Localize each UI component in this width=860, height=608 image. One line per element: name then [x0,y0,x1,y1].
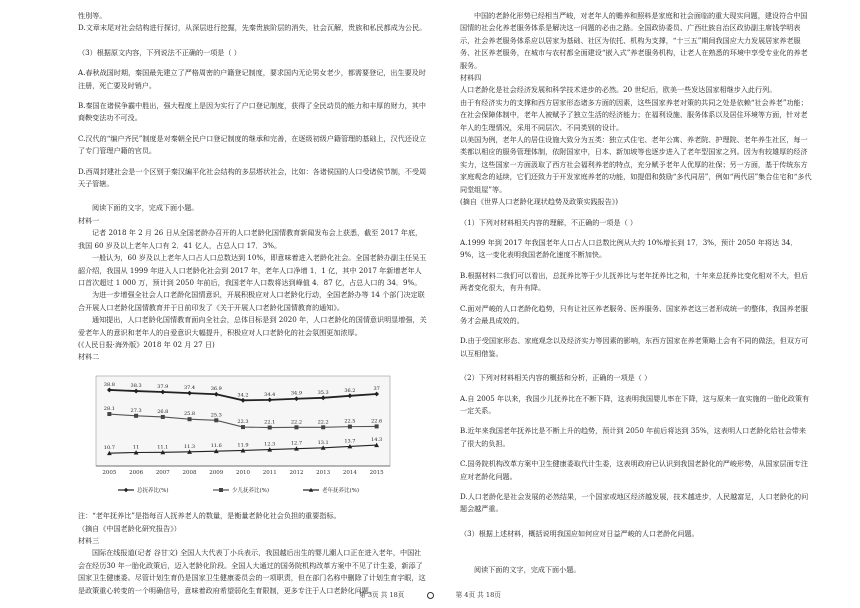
x-tick-label: 2012 [289,469,304,476]
option-a: A.自 2005 年以来，我国少儿抚养比在不断下降，这表明我国婴儿率在下降，这与原来一直实施的一胎化政策有一定关系。 [460,393,810,415]
left-column [78,10,428,597]
legend-label: 老年抚养比(%) [322,487,360,494]
dependency-ratio-chart [78,370,398,502]
legend-label: 总抚养比(%) [137,487,169,494]
material-1-paragraph: 记者 2018 年 2 月 26 日从全国老龄办召开的人口老龄化国情教育新闻发布会上获悉，截至 2017 年底，我国 60 岁及以上老年人口有 2．41 亿人，占总人口 17．3%。 [78,228,423,250]
data-label: 38.3 [130,382,142,389]
data-point [214,418,218,422]
x-tick-label: 2009 [209,469,224,476]
data-label: 22.2 [317,419,329,426]
data-label: 37 [373,385,380,392]
data-point [321,425,325,429]
data-label: 34.9 [290,390,303,397]
data-point [161,415,165,419]
material-4-paragraph: 人口老龄化是社会经济发展和科学技术进步的必然。20 世纪后，欧美一些发达国家相继步入此行列。 [460,85,777,95]
legend-marker [124,488,128,492]
option-d: D.西周封建社会是一个区别于秦汉編平化社会结构的多层塔状社会，比如：各诸侯国的人口受诸侯节制，不受周天子管辖。 [78,166,427,189]
data-label: 26.8 [157,408,169,415]
x-tick-label: 2010 [236,469,250,476]
data-label: 11.6 [210,442,222,449]
data-label: 12.7 [290,440,303,447]
question-3: （3）根据原文内容，下列说法不正确的一项是（ ） [78,47,241,57]
data-label: 11 [132,444,140,451]
reading-instruction: 阅读下面的文字，完成下面小题。 [92,203,199,213]
material-4-title: 材料四 [460,73,482,83]
x-tick-label: 2008 [182,469,197,476]
data-label: 38.8 [103,381,115,388]
option-d: D.由于受国家形态、家庭观念以及经济实力等因素的影响，东西方国家在养老策略上会有不同的做法，但双方可以互相借鉴。 [460,336,809,358]
x-tick-label: 2006 [129,469,144,476]
question-1: （1）下列对材料相关内容的理解，不正确的一项是（ ） [460,217,638,227]
material-2-source: （摘自《中国老龄化研究报告》） [78,523,181,533]
data-label: 11.3 [183,443,196,450]
data-label: 36.9 [210,385,222,392]
legend-label: 少儿抚养比(%) [232,487,270,494]
material-1-paragraph: 为进一步增强全社会人口老龄化国情意识，开展积极应对人口老龄化行动，全国老龄办等 14 个部门决定联合开展人口老龄化国情教育并于日前印发了《关于开展人口老龄化国情教育的通知》。 [78,290,425,312]
data-label: 22.5 [344,418,356,425]
page-number-right: 第 4页 共 18页 [455,591,501,599]
option-b: B.近年来我国老年抚养比是不断上升的趋势，预计到 2050 年前后将达到 35%，这表明人口老龄化给社会带来了很大的负担。 [460,426,806,448]
option-b: B.秦国在诸侯争霸中胜出，强大程度上是因为实行了户口登记制度，获得了全民动员的能力和丰厚的财力，其中商鞅变法功不可没。 [78,101,426,123]
option-d: D.人口老龄化是社会发展的必然结果，一个国家或地区经济越发展，技术越进步，人民越富足，人口老龄化的问题会越严重。 [460,492,809,514]
data-point [188,417,192,421]
material-4-paragraph: 由于有经济实力的支撑和西方居家形态诸多方面的因素，这些国家养老对策的共同之处是依赖“社会养老”功能；在社会保障体制中，老年人被赋予了独立生活的经济能力；在福利设施、服务体系以及居住环境等方面，针对老年人的生理情况，采用不同层次、不同类别的设计。 [460,97,808,132]
data-label: 37.4 [183,384,196,391]
x-tick-label: 2007 [155,469,170,476]
right-column [460,10,812,577]
data-label: 12.3 [264,441,276,448]
option-b: B.根据材料二我们可以看出，总抚养比等于少儿抚养比与老年抚养比之和，十年来总抚养比变化相对不大，但后两者变化很大，有升有降。 [460,270,808,293]
x-tick-label: 2005 [102,469,117,476]
data-label: 27.3 [130,407,142,414]
data-label: 14.3 [371,436,383,443]
material-3-title: 材料三 [78,535,100,545]
data-label: 13.7 [344,438,356,445]
data-label: 36.2 [344,387,356,394]
data-point [241,425,245,429]
data-label: 11.1 [157,444,169,451]
data-label: 13.1 [317,439,329,446]
data-point [134,414,138,418]
option-c: C.国务院机构改革方案中卫生健康委取代计生委，这表明政府已认识到我国老龄化的严峻形势，从国家层面专注应对老龄化问题。 [460,459,808,481]
data-label: 25.3 [210,412,222,419]
data-label: 22.3 [237,418,249,425]
data-point [294,425,298,429]
data-label: 22.1 [264,419,276,426]
option-c: C.汉代的“编户齐民”制度是对秦朝全民户口登记制度的继承和完善，在逐级初级户籍管理的基础上，汉代还设立了专门管理户籍的官员。 [78,133,427,156]
data-label: 35.3 [317,389,329,396]
material-1-title: 材料一 [78,215,100,225]
material-2-title: 材料二 [78,352,100,362]
option-a: A.春秋战国时期，秦国最先建立了严格周密的户籍登记制度，要求国内无论男女老少，都需要登记，出生要及时注册，死亡要及时销户。 [78,68,426,90]
material-1-source: (《人民日报·海外版》2018 年 02 月 27 日) [78,339,215,349]
data-label: 22.6 [371,418,383,425]
question-2: （2）下列对材料相关内容的概括和分析，正确的一项是（ ） [460,373,652,383]
x-tick-label: 2013 [316,469,331,476]
material-4-source: (摘自《世界人口老龄化现状趋势及政策实践报告》) [460,197,619,207]
question-3: （3）根据上述材料，概括说明我国应如何应对日益严峻的人口老龄化问题。 [460,528,699,538]
x-tick-label: 2014 [342,469,357,476]
data-label: 37.9 [157,383,169,390]
data-label: 22.2 [290,419,303,426]
data-label: 10.7 [103,444,115,451]
option-c: C.面对严峻的人口老龄化趋势，只有让社区养老服务、医养服务、国家养老这三者形成统一的整体，我国养老服务才会最具成效的。 [460,303,808,325]
option-a: A.1999 年到 2017 年我国老年人口占人口总数比例从大约 10%增长到 17．3%，预计 2050 年将达 34．9%，这一变化表明我国老龄化速度不断加快。 [460,237,798,260]
material-1-paragraph: 一般认为，60 岁及以上老年人口占人口总数达到 10%，即意味着进入老龄化社会。全国老龄办副主任吴玉韶介绍，我国从 1999 年进入人口老龄化社会到 2017 年，老年人口净增 1．1 亿，其中 2017 年新增老年人口首次超过 1 000 万，预计到 2050 年前后，我国老年人口数将达到峰值 4．87 亿，占总人口的 34．9%。 [78,253,427,287]
data-label: 11.9 [237,442,249,449]
material-3-continued: 中国的老龄化形势已经相当严峻，对老年人的赡养和照料是家庭和社会面临的重大现实问题，建设符合中国国情的社会化养老服务体系是解决这一问题的必由之路。全国政协委员、广西壮族自治区政协副主席钱学明表示，社会养老服务体系应以居家为基础、社区为依托、机构为支撑，“十三五”期间我国应大力发展居家养老服务、社区养老服务，在城市与农村都全面建设“嵌入式”养老服务机构，让老人在熟悉的环境中享受专业化的养老服务。 [460,11,808,70]
data-label: 34.2 [237,392,249,399]
x-tick-label: 2015 [369,469,384,476]
page-footer [0,589,860,599]
option-d: D.文章末尾对社会结构进行探讨，从深层进行挖掘，先秦贵族阶层的消失，社会瓦解，贵族和私民都成为公民。 [78,23,427,33]
data-point [375,424,379,428]
material-3-paragraph: 国际在线报道(记者 谷甘文) 全国人大代表丁小兵表示，我国越后出生的婴儿潮人口正在进入老年，中国社会在经历30 年一胎化政策后，迈入老龄化阶段。全国人大通过的国务院机构改革方案中不见了计生委，新添了国家卫生健康委。尽管计划生育仍是国家卫生健康委员会的一项职责，但在部门名称中删除了计划生育字眼，这是政策重心转变的一个明确信号，意味着政府希望弱化生育限制，更多专注于人口老龄化问题。 [78,548,426,595]
material-4-paragraph: 以美国为例，老年人的居住设施大致分为五类：独立式住宅、老年公寓、养老院、护理院、老年养生社区，每一类都以相应的服务管理体制，依附国家中，日本、新加坡等也逐步进入了老年型国家之列。因为有较雄厚的经济实力，这些国家一方面汲取了西方社会福利养老的特点，充分赋予老年人优厚的社保；另一方面，基于传统东方家庭观念的延续，它们还致力于开发家庭养老的功能，如提倡和鼓励“多代同居”，例如“两代居”集合住宅和“多代同堂组屋”等。 [460,135,812,194]
chart-note: 注：“老年抚养比”是指每百人抚养老人的数量，是衡量老龄化社会负担的重要指标。 [78,511,341,521]
data-label: 28.1 [103,405,115,412]
paragraph: 性別等。 [78,11,107,20]
data-label: 25.8 [183,410,196,417]
material-1-paragraph: 通知提出，人口老龄化国情教育面向全社会，总体目标是到 2020 年，人口老龄化的国情意识明显增强，关爱老年人的意识和老年人的自爱意识大幅提升，积极应对人口老龄化的社会氛围更加浓厚。 [78,315,427,337]
data-label: 34.4 [264,391,276,398]
data-point [107,412,111,416]
reading-instruction: 阅读下面的文字，完成下面小题。 [474,565,581,575]
data-point [348,424,352,428]
x-tick-label: 2011 [262,469,277,476]
legend-marker [219,488,223,492]
data-point [268,425,272,429]
circle-icon [427,592,434,599]
page-number-left: 第 3页 共 18页 [359,591,405,599]
